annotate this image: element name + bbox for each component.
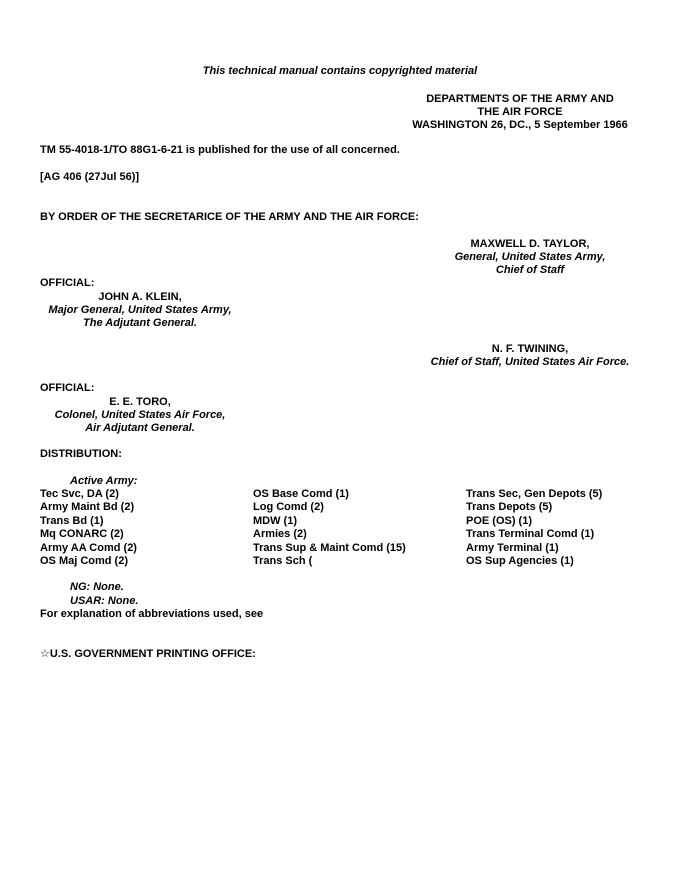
list-item: Trans Bd (1) [40,514,104,527]
official-air-force-name: E. E. TORO, [109,396,171,408]
department-header [400,93,640,132]
signatory-air-force-name: N. F. TWINING, [491,343,569,355]
abbreviation-note: For explanation of abbreviations used, see [40,608,264,620]
list-item: OS Maj Comd (2) [40,555,129,568]
distribution-column-2 [253,488,406,568]
signatory-air-force-title: Chief of Staff, United States Air Force. [430,356,630,368]
list-item: Trans Sup & Maint Comd (15) [253,541,406,554]
distribution-column-1 [40,488,137,568]
list-item: Tec Svc, DA (2) [40,488,119,500]
official-label-army: OFFICIAL: [40,277,95,289]
distribution-label: DISTRIBUTION: [40,448,122,460]
official-army-name: JOHN A. KLEIN, [98,291,182,303]
order-line: BY ORDER OF THE SECRETARICE OF THE ARMY AND THE AIR FORCE: [40,211,419,223]
official-air-force-role: Air Adjutant General. [85,422,195,434]
signatory-army [430,238,630,277]
list-item: POE (OS) (1) [466,514,533,527]
list-item: Trans Depots (5) [466,501,553,514]
list-item: OS Sup Agencies (1) [466,555,574,568]
header-line-1: DEPARTMENTS OF THE ARMY AND [426,93,614,105]
list-item: Trans Sec, Gen Depots (5) [466,488,603,500]
printing-office [40,648,256,661]
header-line-3: WASHINGTON 26, DC., 5 September 1966 [412,119,628,131]
official-label-air-force: OFFICIAL: [40,382,95,394]
publication-line: TM 55-4018-1/TO 88G1-6-21 is published for the use of all concerned. [40,144,400,156]
list-item: MDW (1) [253,514,297,527]
printing-office-text: U.S. GOVERNMENT PRINTING OFFICE: [49,648,256,660]
signatory-army-role: Chief of Staff [495,264,565,276]
distribution-column-3 [466,488,602,568]
list-item: Army Maint Bd (2) [40,501,135,514]
usar-line: USAR: None. [70,595,139,607]
list-item: Trans Terminal Comd (1) [466,528,595,541]
ng-line: NG: None. [70,581,124,593]
list-item: Army AA Comd (2) [40,541,137,554]
official-army-role: The Adjutant General. [83,317,197,329]
star-icon: ☆ [40,648,50,660]
list-item: OS Base Comd (1) [253,488,349,500]
ag-reference: [AG 406 (27Jul 56)] [40,171,140,183]
official-army-title: Major General, United States Army, [48,304,232,316]
list-item: Mq CONARC (2) [40,528,124,541]
list-item: Army Terminal (1) [466,541,559,554]
official-air-force [40,396,240,435]
signatory-army-name: MAXWELL D. TAYLOR, [470,238,590,250]
signatory-air-force [410,343,650,369]
list-item: Armies (2) [253,528,307,541]
official-army [40,291,240,330]
list-item: Log Comd (2) [253,501,324,514]
active-army-label: Active Army: [70,475,138,487]
copyright-notice: This technical manual contains copyrighted material [202,65,478,77]
signatory-army-title: General, United States Army, [454,251,606,263]
list-item: Trans Sch ( [253,555,313,568]
official-air-force-title: Colonel, United States Air Force, [54,409,226,421]
header-line-2: THE AIR FORCE [477,106,563,118]
